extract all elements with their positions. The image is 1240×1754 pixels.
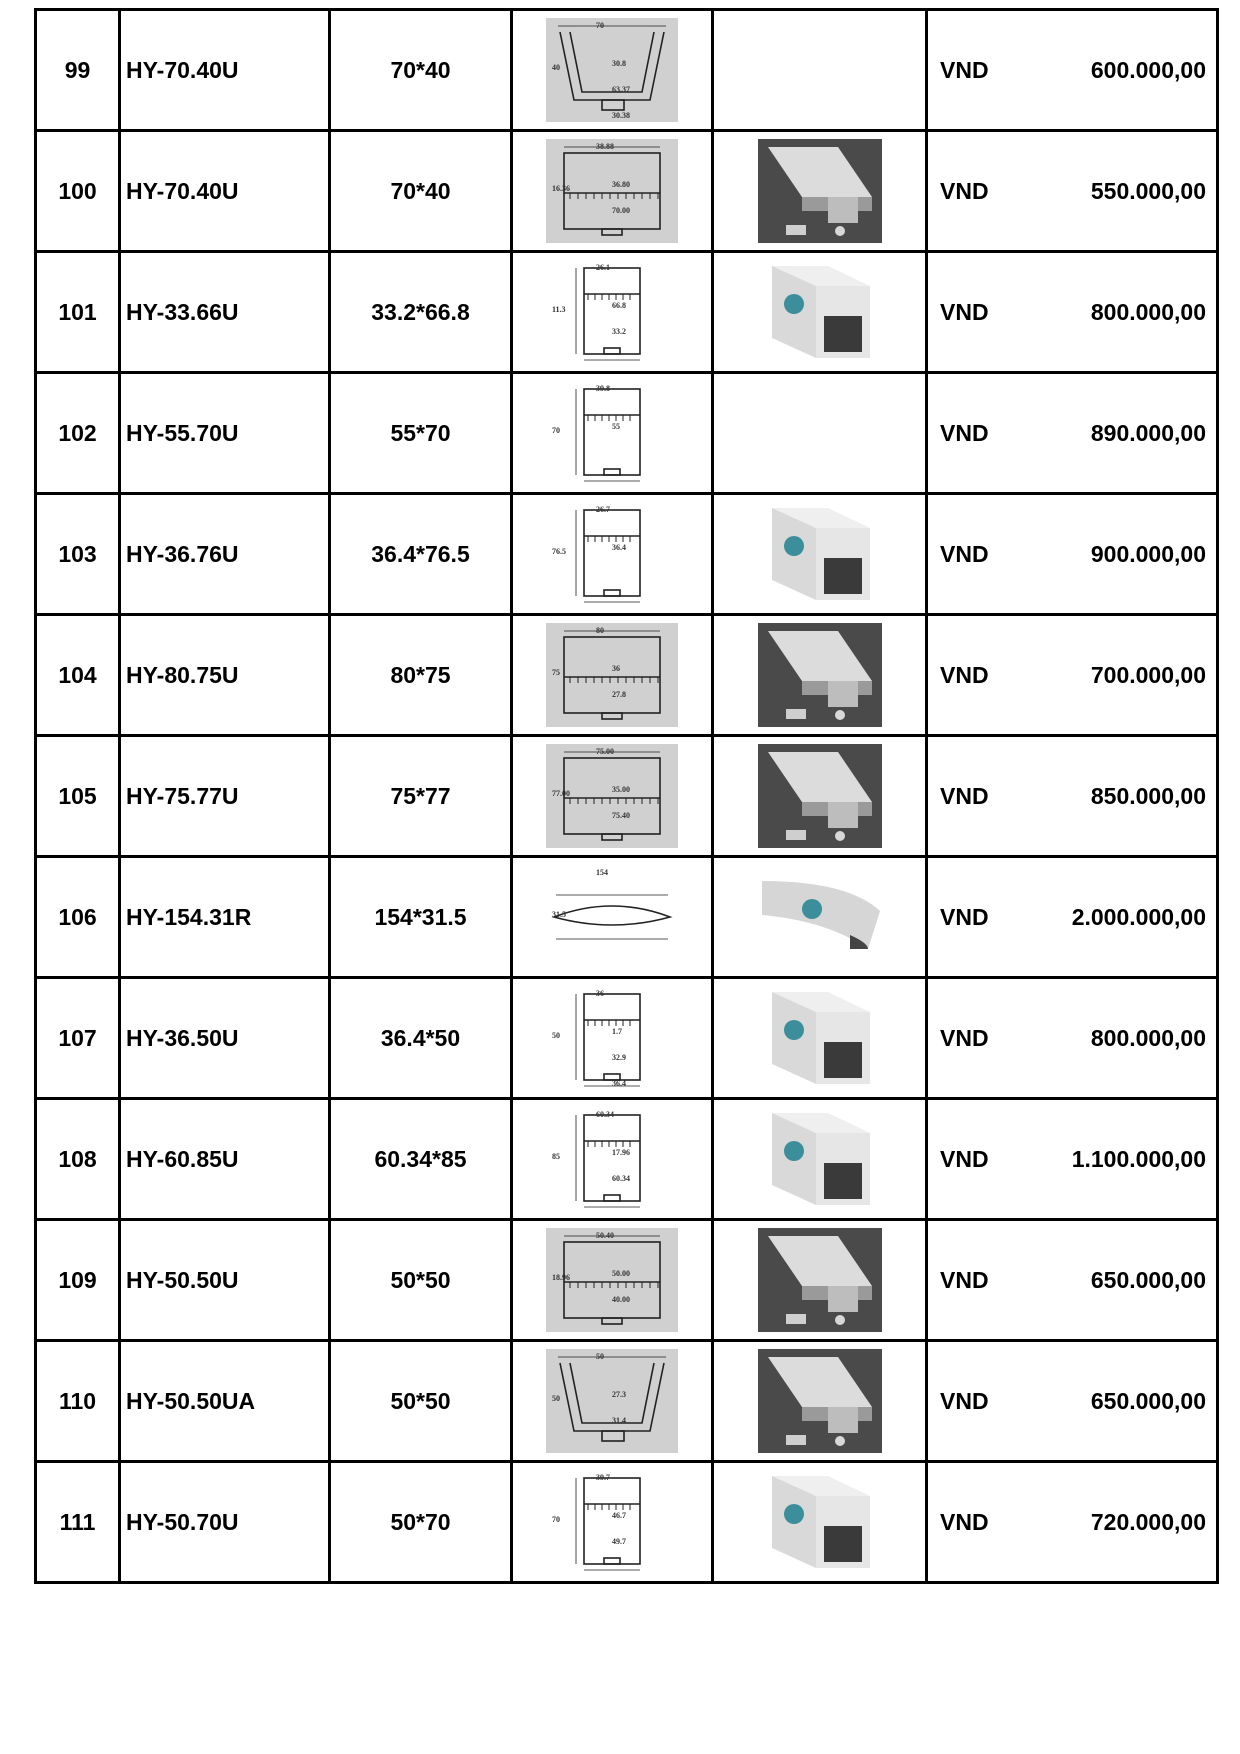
dimension-label: 36 bbox=[596, 989, 604, 998]
dimension-label: 35.00 bbox=[612, 785, 630, 794]
price-value: 720.000,00 bbox=[1090, 1508, 1206, 1535]
currency: VND bbox=[940, 419, 989, 446]
price-value: 850.000,00 bbox=[1090, 782, 1206, 809]
dimension-label: 27.8 bbox=[612, 690, 626, 699]
dimension-label: 36.4 bbox=[612, 1079, 626, 1088]
product-code: HY-70.40U bbox=[120, 10, 330, 131]
dimension-label: 18.96 bbox=[552, 1273, 570, 1282]
product-size: 80*75 bbox=[330, 615, 512, 736]
dimension-label: 40 bbox=[552, 63, 560, 72]
table-row bbox=[36, 1220, 1218, 1341]
u-profile-drawing bbox=[546, 1349, 678, 1453]
dimension-label: 75 bbox=[552, 668, 560, 677]
box-profile-drawing bbox=[546, 1228, 678, 1332]
profile-photo-dark bbox=[758, 139, 882, 243]
price-value: 800.000,00 bbox=[1090, 1024, 1206, 1051]
dimension-label: 70 bbox=[552, 426, 560, 435]
product-size: 50*70 bbox=[330, 1462, 512, 1583]
dimension-label: 85 bbox=[552, 1152, 560, 1161]
dimension-label: 49.7 bbox=[612, 1537, 626, 1546]
dimension-label: 50 bbox=[596, 1352, 604, 1361]
row-number: 107 bbox=[36, 978, 120, 1099]
dimension-label: 33.2 bbox=[612, 327, 626, 336]
product-size: 75*77 bbox=[330, 736, 512, 857]
currency: VND bbox=[940, 1024, 989, 1051]
tall-profile-drawing bbox=[546, 502, 678, 606]
price-cell bbox=[927, 736, 1218, 857]
product-code: HY-50.50U bbox=[120, 1220, 330, 1341]
price-value: 550.000,00 bbox=[1090, 177, 1206, 204]
dimension-label: 26.1 bbox=[596, 263, 610, 272]
profile-photo-light bbox=[758, 502, 882, 606]
tall-profile-drawing bbox=[546, 1470, 678, 1574]
dimension-label: 70 bbox=[596, 21, 604, 30]
photo-cell bbox=[713, 1341, 927, 1462]
dimension-label: 46.7 bbox=[612, 1511, 626, 1520]
product-code: HY-60.85U bbox=[120, 1099, 330, 1220]
currency: VND bbox=[940, 903, 989, 930]
price-value: 650.000,00 bbox=[1090, 1266, 1206, 1293]
drawing-cell bbox=[512, 373, 713, 494]
price-table bbox=[34, 8, 1219, 1584]
price-cell bbox=[927, 252, 1218, 373]
row-number: 110 bbox=[36, 1341, 120, 1462]
drawing-cell bbox=[512, 978, 713, 1099]
product-code: HY-50.70U bbox=[120, 1462, 330, 1583]
price-cell bbox=[927, 10, 1218, 131]
price-value: 800.000,00 bbox=[1090, 298, 1206, 325]
profile-photo-dark bbox=[758, 623, 882, 727]
drawing-cell bbox=[512, 1341, 713, 1462]
dimension-label: 66.8 bbox=[612, 301, 626, 310]
currency: VND bbox=[940, 1387, 989, 1414]
row-number: 102 bbox=[36, 373, 120, 494]
dimension-label: 70 bbox=[552, 1515, 560, 1524]
dimension-label: 36.80 bbox=[612, 180, 630, 189]
dimension-label: 17.96 bbox=[612, 1148, 630, 1157]
product-size: 36.4*50 bbox=[330, 978, 512, 1099]
table-row bbox=[36, 1099, 1218, 1220]
table-row bbox=[36, 1462, 1218, 1583]
product-size: 55*70 bbox=[330, 373, 512, 494]
dimension-label: 30.8 bbox=[612, 59, 626, 68]
drawing-cell bbox=[512, 1099, 713, 1220]
photo-cell bbox=[713, 1462, 927, 1583]
dimension-label: 50 bbox=[552, 1394, 560, 1403]
price-table-body bbox=[36, 10, 1218, 1583]
product-size: 36.4*76.5 bbox=[330, 494, 512, 615]
box-profile-drawing bbox=[546, 623, 678, 727]
profile-photo-dark bbox=[758, 744, 882, 848]
dimension-label: 50.00 bbox=[612, 1269, 630, 1278]
row-number: 100 bbox=[36, 131, 120, 252]
profile-photo-light bbox=[758, 1470, 882, 1574]
dimension-label: 55 bbox=[612, 422, 620, 431]
dimension-label: 80 bbox=[596, 626, 604, 635]
dimension-label: 63.37 bbox=[612, 85, 630, 94]
photo-cell bbox=[713, 10, 927, 131]
currency: VND bbox=[940, 782, 989, 809]
product-code: HY-154.31R bbox=[120, 857, 330, 978]
table-row bbox=[36, 252, 1218, 373]
product-code: HY-70.40U bbox=[120, 131, 330, 252]
price-cell bbox=[927, 1099, 1218, 1220]
dimension-label: 31.5 bbox=[552, 910, 566, 919]
tall-profile-drawing bbox=[546, 260, 678, 364]
row-number: 104 bbox=[36, 615, 120, 736]
dimension-label: 60.34 bbox=[596, 1110, 614, 1119]
drawing-cell bbox=[512, 857, 713, 978]
row-number: 99 bbox=[36, 10, 120, 131]
row-number: 103 bbox=[36, 494, 120, 615]
drawing-cell bbox=[512, 615, 713, 736]
price-value: 2.000.000,00 bbox=[1071, 903, 1206, 930]
currency: VND bbox=[940, 1508, 989, 1535]
profile-photo-light bbox=[758, 260, 882, 364]
row-number: 108 bbox=[36, 1099, 120, 1220]
drawing-cell bbox=[512, 131, 713, 252]
dimension-label: 39.8 bbox=[596, 384, 610, 393]
dimension-label: 50.40 bbox=[596, 1231, 614, 1240]
price-value: 900.000,00 bbox=[1090, 540, 1206, 567]
photo-cell bbox=[713, 252, 927, 373]
price-value: 890.000,00 bbox=[1090, 419, 1206, 446]
table-row bbox=[36, 736, 1218, 857]
profile-photo-light bbox=[758, 986, 882, 1090]
price-value: 1.100.000,00 bbox=[1071, 1145, 1206, 1172]
dimension-label: 154 bbox=[596, 868, 608, 877]
currency: VND bbox=[940, 1266, 989, 1293]
tall-profile-drawing bbox=[546, 1107, 678, 1211]
product-size: 70*40 bbox=[330, 10, 512, 131]
u-profile-drawing bbox=[546, 18, 678, 122]
product-code: HY-33.66U bbox=[120, 252, 330, 373]
photo-cell bbox=[713, 1220, 927, 1341]
drawing-cell bbox=[512, 736, 713, 857]
dimension-label: 11.3 bbox=[552, 305, 566, 314]
dimension-label: 36.4 bbox=[612, 543, 626, 552]
drawing-cell bbox=[512, 1220, 713, 1341]
currency: VND bbox=[940, 1145, 989, 1172]
table-row bbox=[36, 373, 1218, 494]
table-row bbox=[36, 978, 1218, 1099]
dimension-label: 50 bbox=[552, 1031, 560, 1040]
dimension-label: 1.7 bbox=[612, 1027, 622, 1036]
dimension-label: 76.5 bbox=[552, 547, 566, 556]
dimension-label: 32.9 bbox=[612, 1053, 626, 1062]
dimension-label: 16.36 bbox=[552, 184, 570, 193]
product-code: HY-36.76U bbox=[120, 494, 330, 615]
price-cell bbox=[927, 373, 1218, 494]
profile-photo-dark bbox=[758, 1349, 882, 1453]
dimension-label: 60.34 bbox=[612, 1174, 630, 1183]
row-number: 105 bbox=[36, 736, 120, 857]
box-profile-drawing bbox=[546, 139, 678, 243]
dimension-label: 30.38 bbox=[612, 111, 630, 120]
drawing-cell bbox=[512, 252, 713, 373]
table-row bbox=[36, 615, 1218, 736]
dimension-label: 26.7 bbox=[596, 505, 610, 514]
price-cell bbox=[927, 131, 1218, 252]
currency: VND bbox=[940, 298, 989, 325]
photo-cell bbox=[713, 373, 927, 494]
round-profile-drawing bbox=[546, 865, 678, 969]
profile-photo-round bbox=[758, 865, 882, 969]
table-row bbox=[36, 494, 1218, 615]
row-number: 106 bbox=[36, 857, 120, 978]
product-code: HY-36.50U bbox=[120, 978, 330, 1099]
row-number: 109 bbox=[36, 1220, 120, 1341]
photo-cell bbox=[713, 1099, 927, 1220]
dimension-label: 31.4 bbox=[612, 1416, 626, 1425]
product-code: HY-75.77U bbox=[120, 736, 330, 857]
product-size: 70*40 bbox=[330, 131, 512, 252]
currency: VND bbox=[940, 56, 989, 83]
price-value: 700.000,00 bbox=[1090, 661, 1206, 688]
drawing-cell bbox=[512, 494, 713, 615]
tall-profile-drawing bbox=[546, 381, 678, 485]
product-code: HY-80.75U bbox=[120, 615, 330, 736]
price-cell bbox=[927, 615, 1218, 736]
table-row bbox=[36, 1341, 1218, 1462]
photo-cell bbox=[713, 494, 927, 615]
product-size: 50*50 bbox=[330, 1341, 512, 1462]
price-value: 600.000,00 bbox=[1090, 56, 1206, 83]
box-profile-drawing bbox=[546, 744, 678, 848]
product-size: 33.2*66.8 bbox=[330, 252, 512, 373]
price-value: 650.000,00 bbox=[1090, 1387, 1206, 1414]
dimension-label: 70.00 bbox=[612, 206, 630, 215]
product-size: 60.34*85 bbox=[330, 1099, 512, 1220]
dimension-label: 77.00 bbox=[552, 789, 570, 798]
photo-cell bbox=[713, 857, 927, 978]
table-row bbox=[36, 10, 1218, 131]
table-row bbox=[36, 857, 1218, 978]
product-code: HY-50.50UA bbox=[120, 1341, 330, 1462]
photo-cell bbox=[713, 736, 927, 857]
price-cell bbox=[927, 1341, 1218, 1462]
row-number: 111 bbox=[36, 1462, 120, 1583]
dimension-label: 27.3 bbox=[612, 1390, 626, 1399]
row-number: 101 bbox=[36, 252, 120, 373]
currency: VND bbox=[940, 540, 989, 567]
photo-cell bbox=[713, 615, 927, 736]
product-code: HY-55.70U bbox=[120, 373, 330, 494]
dimension-label: 38.88 bbox=[596, 142, 614, 151]
product-size: 50*50 bbox=[330, 1220, 512, 1341]
currency: VND bbox=[940, 177, 989, 204]
profile-photo-light bbox=[758, 1107, 882, 1211]
tall-profile-drawing bbox=[546, 986, 678, 1090]
drawing-cell bbox=[512, 1462, 713, 1583]
photo-cell bbox=[713, 978, 927, 1099]
drawing-cell bbox=[512, 10, 713, 131]
table-row bbox=[36, 131, 1218, 252]
photo-cell bbox=[713, 131, 927, 252]
price-cell bbox=[927, 494, 1218, 615]
currency: VND bbox=[940, 661, 989, 688]
price-cell bbox=[927, 1220, 1218, 1341]
dimension-label: 40.00 bbox=[612, 1295, 630, 1304]
profile-photo-dark bbox=[758, 1228, 882, 1332]
dimension-label: 36 bbox=[612, 664, 620, 673]
price-cell bbox=[927, 857, 1218, 978]
product-size: 154*31.5 bbox=[330, 857, 512, 978]
price-cell bbox=[927, 1462, 1218, 1583]
dimension-label: 75.00 bbox=[596, 747, 614, 756]
price-cell bbox=[927, 978, 1218, 1099]
dimension-label: 75.40 bbox=[612, 811, 630, 820]
dimension-label: 39.7 bbox=[596, 1473, 610, 1482]
